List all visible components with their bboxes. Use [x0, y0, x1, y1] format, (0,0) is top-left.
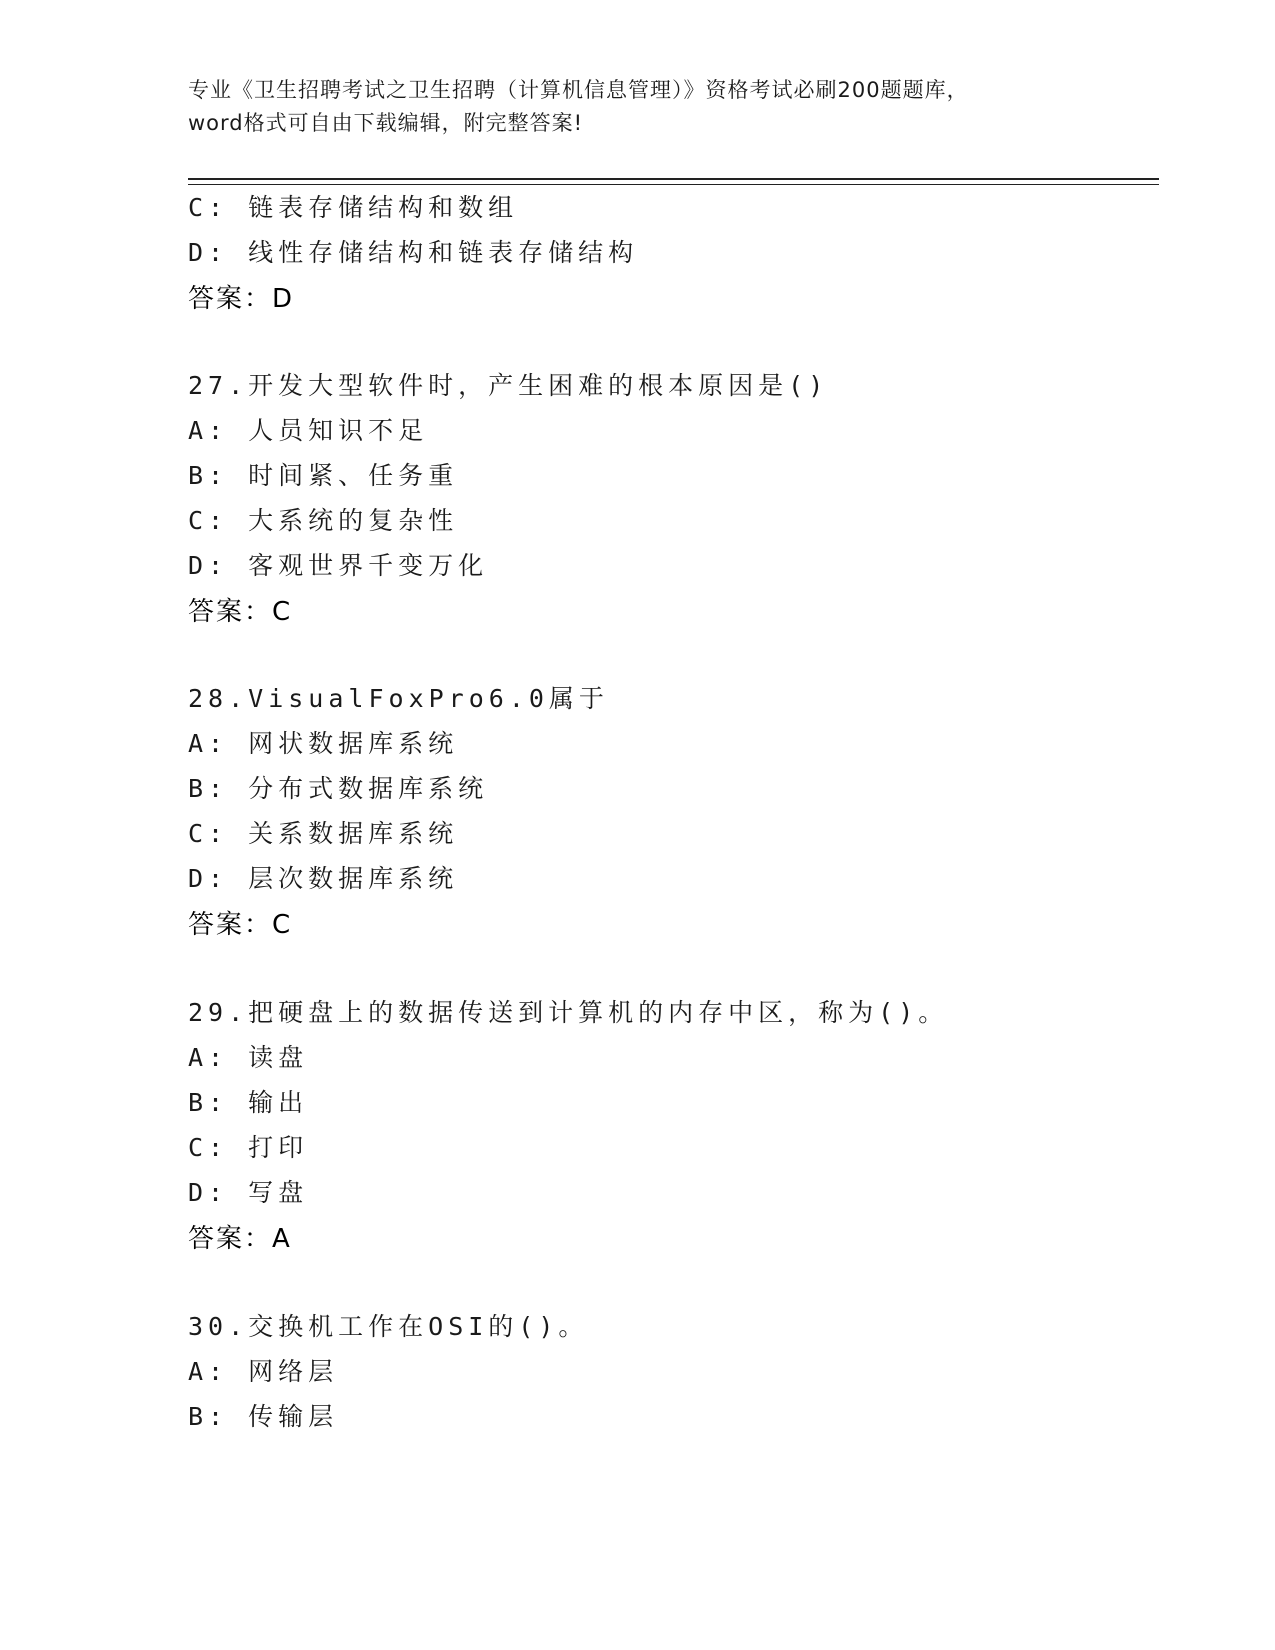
question-29-option-c: C: 打印 — [188, 1133, 309, 1162]
question-28-answer: 答案：C — [188, 910, 293, 940]
question-28-option-b: B: 分布式数据库系统 — [188, 774, 489, 803]
header-divider — [188, 178, 1159, 180]
question-27-option-b: B: 时间紧、任务重 — [188, 461, 459, 490]
question-28-stem: 28.VisualFoxPro6.0属于 — [188, 684, 609, 713]
option-d: D: 线性存储结构和链表存储结构 — [188, 238, 639, 267]
question-30-option-b: B: 传输层 — [188, 1402, 339, 1431]
answer-line: 答案：D — [188, 284, 295, 314]
question-29-option-a: A: 读盘 — [188, 1043, 309, 1072]
question-27-option-c: C: 大系统的复杂性 — [188, 506, 459, 535]
question-27-option-d: D: 客观世界千变万化 — [188, 551, 489, 580]
header-title-line-1: 专业《卫生招聘考试之卫生招聘（计算机信息管理）》资格考试必刷200题题库， — [188, 78, 969, 102]
question-29-answer: 答案：A — [188, 1224, 292, 1254]
question-27-option-a: A: 人员知识不足 — [188, 416, 429, 445]
question-29-option-d: D: 写盘 — [188, 1178, 309, 1207]
question-28-option-c: C: 关系数据库系统 — [188, 819, 459, 848]
header-title-line-2: word格式可自由下载编辑，附完整答案! — [188, 111, 584, 135]
question-30-option-a: A: 网络层 — [188, 1357, 339, 1386]
question-28-option-a: A: 网状数据库系统 — [188, 729, 459, 758]
document-header — [188, 74, 1088, 140]
question-27-stem: 27.开发大型软件时，产生困难的根本原因是() — [188, 371, 829, 400]
option-c: C: 链表存储结构和数组 — [188, 193, 519, 222]
header-divider-thin — [188, 184, 1159, 185]
question-28-option-d: D: 层次数据库系统 — [188, 864, 459, 893]
question-29-option-b: B: 输出 — [188, 1088, 309, 1117]
question-29-stem: 29.把硬盘上的数据传送到计算机的内存中区，称为()。 — [188, 998, 949, 1027]
question-30-stem: 30.交换机工作在OSI的()。 — [188, 1312, 589, 1341]
question-27-answer: 答案：C — [188, 597, 293, 627]
